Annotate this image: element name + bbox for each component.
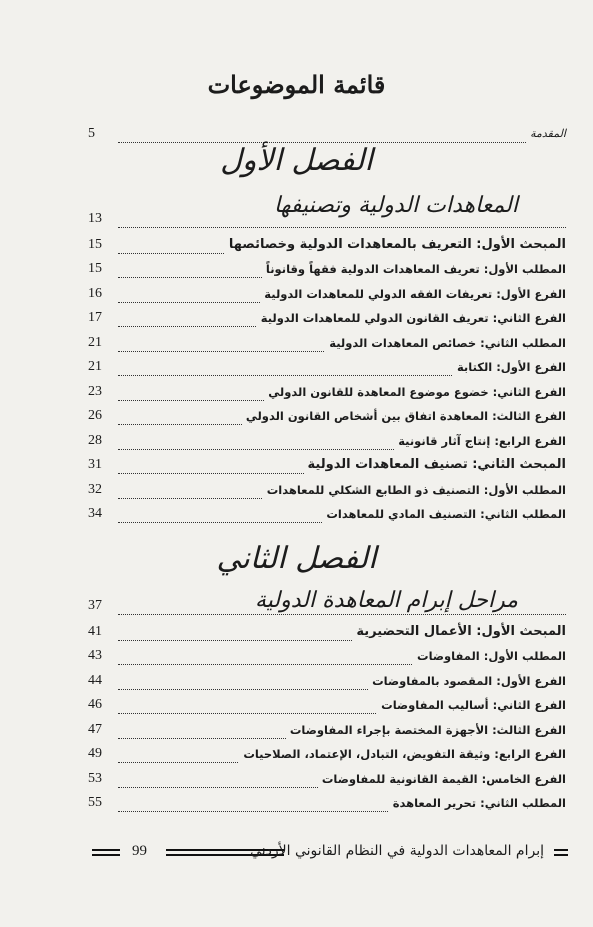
toc-entry-page: 47: [88, 721, 102, 737]
toc-entry[interactable]: [88, 504, 566, 525]
chapter-2-subtitle: مراحل إبرام المعاهدة الدولية: [254, 588, 518, 613]
toc-entry-page: 21: [88, 334, 102, 350]
toc-entry-page: 43: [88, 648, 102, 664]
toc-entry-page: 5: [88, 126, 95, 141]
toc-entry-page: 44: [88, 672, 102, 688]
toc-entry-chapter-1[interactable]: [88, 209, 566, 230]
toc-entry-page: 26: [88, 408, 102, 424]
toc-entry[interactable]: [88, 744, 566, 765]
toc-entry-page: 17: [88, 310, 102, 326]
toc-entry-label: المبحث الأول: التعريف بالمعاهدات الدولية وخصائصها: [225, 235, 566, 255]
toc-entry[interactable]: [88, 235, 566, 256]
chapter-1-subtitle: المعاهدات الدولية وتصنيفها: [273, 193, 518, 218]
toc-entry-page: 53: [88, 770, 102, 786]
footer-rule-right: [554, 849, 568, 856]
page-footer: [92, 840, 568, 864]
toc-entry-label: المطلب الأول: التصنيف ذو الطابع الشكلي للمعاهدات: [263, 480, 566, 500]
footer-rule-left: [92, 849, 120, 856]
toc-leader-dots: [118, 614, 566, 615]
toc-entry-page: 28: [88, 432, 102, 448]
toc-entry-page: 21: [88, 359, 102, 375]
toc-entry[interactable]: [88, 769, 566, 790]
toc-entry[interactable]: [88, 622, 566, 643]
toc-entry-page: 55: [88, 795, 102, 811]
toc-entry-label: المقدمة: [526, 124, 566, 144]
page-title: قائمة الموضوعات: [207, 70, 386, 99]
toc-entry[interactable]: [88, 308, 566, 329]
toc-entry[interactable]: [88, 480, 566, 501]
toc-entry-page: 46: [88, 697, 102, 713]
toc-entry-page: 32: [88, 481, 102, 497]
toc-entry-label: الفرع الخامس: القيمة القانونية للمفاوضات: [318, 769, 566, 789]
toc-entry[interactable]: [88, 431, 566, 452]
toc-entry[interactable]: [88, 646, 566, 667]
toc-leader-dots: [118, 227, 566, 228]
toc-entry-chapter-2[interactable]: [88, 596, 566, 617]
toc-entry[interactable]: [88, 382, 566, 403]
toc-entry-page: 31: [88, 457, 102, 473]
toc-entry-label: الفرع الأول: المقصود بالمفاوضات: [368, 671, 566, 691]
toc-entry-page: 23: [88, 383, 102, 399]
toc-entry-label: المبحث الثاني: تصنيف المعاهدات الدولية: [304, 455, 566, 475]
toc-entry-label: الفرع الثالث: المعاهدة اتفاق بين أشخاص القانون الدولي: [242, 406, 566, 426]
toc-entry-page: 13: [88, 211, 102, 226]
chapter-1-heading: الفصل الأول: [220, 143, 373, 178]
page-number: 99: [132, 843, 147, 859]
toc-entry-label: الفرع الأول: الكتابة: [453, 357, 566, 377]
toc-entry-label: الفرع الأول: تعريفات الفقه الدولي للمعاهدات الدولية: [260, 284, 566, 304]
toc-entry[interactable]: [88, 455, 566, 476]
toc-entry-page: 34: [88, 505, 102, 521]
toc-entry[interactable]: [88, 259, 566, 280]
toc-entry-label: المطلب الثاني: خصائص المعاهدات الدولية: [325, 333, 566, 353]
toc-entry-introduction[interactable]: [88, 124, 566, 145]
toc-entry[interactable]: [88, 671, 566, 692]
toc-entry-label: الفرع الرابع: وثيقة التفويض، التبادل، الإعتماد، الصلاحيات: [239, 744, 566, 764]
toc-entry[interactable]: [88, 284, 566, 305]
toc-entry[interactable]: [88, 357, 566, 378]
toc-entry-label: الفرع الثالث: الأجهزة المختصة بإجراء المفاوضات: [286, 720, 566, 740]
toc-entry[interactable]: [88, 793, 566, 814]
toc-entry-label: الفرع الثاني: تعريف القانون الدولي للمعاهدات الدولية: [257, 308, 566, 328]
toc-entry[interactable]: [88, 720, 566, 741]
toc-entry-page: 49: [88, 746, 102, 762]
toc-entry-label: المطلب الأول: المفاوضات: [413, 646, 566, 666]
toc-entry-page: 15: [88, 237, 102, 252]
book-title: إبرام المعاهدات الدولية في النظام القانوني الأردني: [250, 843, 544, 859]
toc-entry-page: 16: [88, 285, 102, 301]
toc-entry-label: المبحث الأول: الأعمال التحضيرية: [352, 622, 566, 642]
toc-entry[interactable]: [88, 333, 566, 354]
toc-entry-page: 37: [88, 598, 102, 613]
toc-entry-label: المطلب الأول: تعريف المعاهدات الدولية فقهاً وقانوناً: [262, 259, 566, 279]
toc-entry[interactable]: [88, 406, 566, 427]
toc-entry-page: 41: [88, 624, 102, 639]
toc-entry-label: الفرع الثاني: أساليب المفاوضات: [377, 695, 566, 715]
toc-entry-page: 15: [88, 261, 102, 277]
toc-entry-label: الفرع الرابع: إنتاج آثار قانونية: [394, 431, 566, 451]
toc-entry-label: المطلب الثاني: تحرير المعاهدة: [389, 793, 566, 813]
toc-entry[interactable]: [88, 695, 566, 716]
chapter-2-heading: الفصل الثاني: [216, 541, 377, 576]
toc-entry-label: الفرع الثاني: خضوع موضوع المعاهدة للقانون الدولي: [264, 382, 566, 402]
toc-entry-label: المطلب الثاني: التصنيف المادي للمعاهدات: [322, 504, 566, 524]
